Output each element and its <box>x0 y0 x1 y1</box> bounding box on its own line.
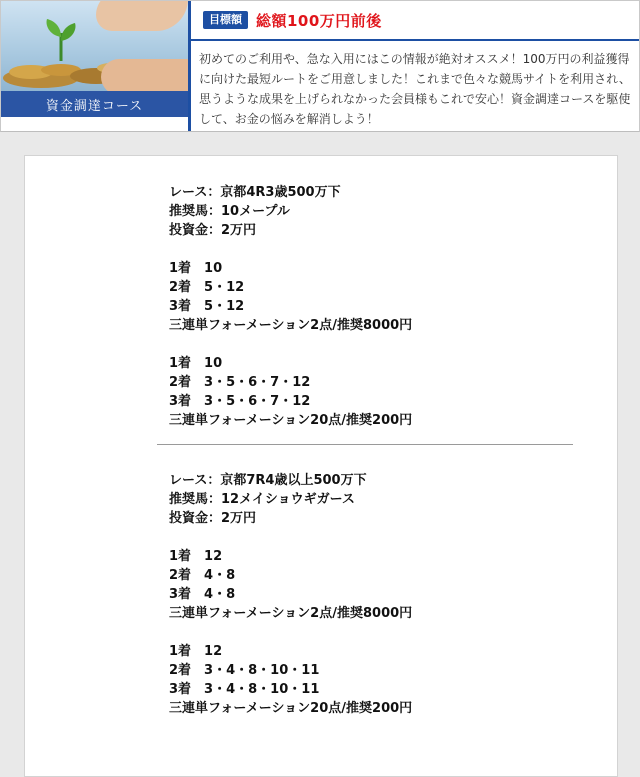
investment-amount: 投資金：2万円 <box>169 511 257 526</box>
investment-amount: 投資金：2万円 <box>169 223 257 238</box>
race-name: レース：京都7R4歳以上500万下 <box>169 473 367 488</box>
third-place: 3着 5・12 <box>169 299 245 314</box>
course-header <box>0 0 640 132</box>
formation-summary: 三連単フォーメーション20点/推奨200円 <box>169 701 413 716</box>
first-place: 1着 12 <box>169 644 223 659</box>
second-place: 2着 5・12 <box>169 280 245 295</box>
third-place: 3着 3・4・8・10・11 <box>169 682 320 697</box>
recommended-horse: 推奨馬：10メープル <box>169 204 290 219</box>
recommended-horse: 推奨馬：12メイショウギガース <box>169 492 355 507</box>
sprout-icon <box>41 15 81 61</box>
prediction-content <box>169 183 589 718</box>
hand-dropping-coin-image <box>96 1 188 31</box>
first-place: 1着 12 <box>169 549 223 564</box>
course-title: 総額100万円前後 <box>256 11 382 30</box>
race-block <box>169 183 589 430</box>
second-place: 2着 4・8 <box>169 568 236 583</box>
target-badge: 目標額 <box>203 11 248 29</box>
second-place: 2着 3・5・6・7・12 <box>169 375 311 390</box>
formation-summary: 三連単フォーメーション20点/推奨200円 <box>169 413 413 428</box>
title-row <box>191 1 639 41</box>
third-place: 3着 4・8 <box>169 587 236 602</box>
third-place: 3着 3・5・6・7・12 <box>169 394 311 409</box>
course-description: 初めてのご利用や、急な入用にはこの情報が絶対オススメ！100万円の利益獲得に向けた最短ルートをご用意しました！これまで色々な競馬サイトを利用され、思うような成果を上げられなかった会員様もこれで安心！資金調達コースを駆使して、お金の悩みを解消しよう！ <box>199 52 631 126</box>
first-place: 1着 10 <box>169 261 223 276</box>
open-hand-image <box>101 59 188 95</box>
second-place: 2着 3・4・8・10・11 <box>169 663 320 678</box>
first-place: 1着 10 <box>169 356 223 371</box>
prediction-card <box>24 155 618 777</box>
banner-label: 資金調達コース <box>1 91 188 117</box>
race-block <box>169 471 589 718</box>
race-name: レース：京都4R3歳500万下 <box>169 185 341 200</box>
formation-summary: 三連単フォーメーション2点/推奨8000円 <box>169 606 413 621</box>
course-banner-image <box>1 1 188 117</box>
formation-summary: 三連単フォーメーション2点/推奨8000円 <box>169 318 413 333</box>
